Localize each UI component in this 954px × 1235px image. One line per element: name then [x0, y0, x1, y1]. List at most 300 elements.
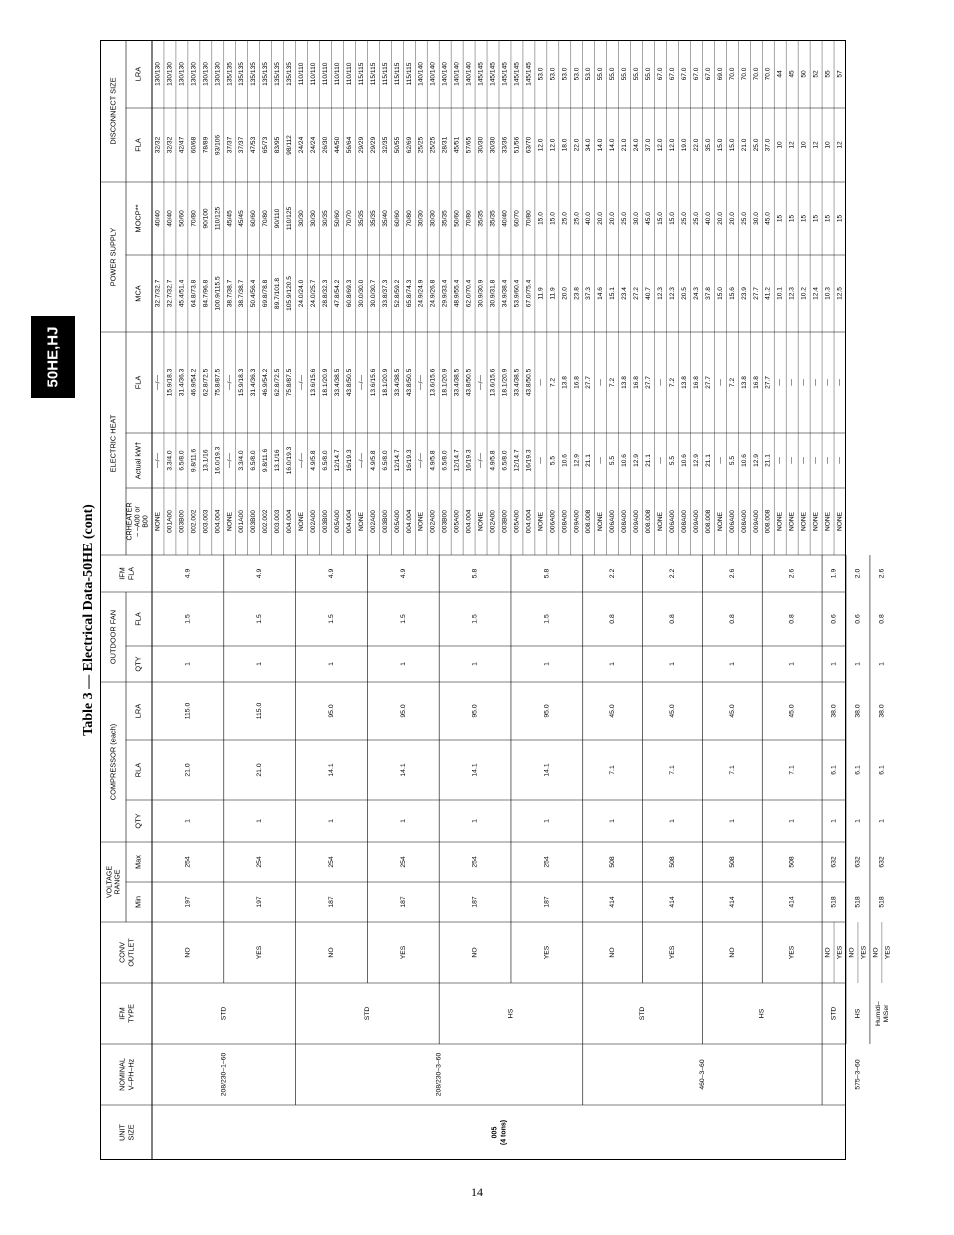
- cell-mca: 33.8/37.3: [381, 279, 389, 308]
- cell-dfla: 50/55: [393, 136, 401, 154]
- cell-mocp: 15: [836, 214, 844, 223]
- cell-compressor-lra: 115.0: [256, 702, 264, 720]
- cell-heater: NONE: [716, 511, 724, 532]
- cell-hfla: 15.9/18.3: [238, 368, 246, 397]
- cell-mocp: 45/45: [238, 210, 246, 227]
- cell-kw: 13.1/16: [274, 449, 282, 472]
- cell-kw: —/—: [357, 452, 365, 469]
- cell-hfla: —: [836, 379, 844, 386]
- cell-conv-outlet: YES: [836, 945, 844, 960]
- cell-dfla: 10: [776, 141, 784, 149]
- cell-hfla: 33.4/38.5: [513, 368, 521, 397]
- cell-conv-outlet: NO: [824, 947, 832, 958]
- cell-dfla: 44/50: [333, 136, 341, 154]
- cell-kw: —: [716, 457, 724, 464]
- cell-heater: 003B00: [322, 510, 329, 533]
- cell-conv-outlet: NO: [848, 947, 856, 958]
- cell-mca: 12.3: [657, 287, 665, 300]
- cell-mocp: 60/60: [393, 210, 401, 227]
- cell-hfla: —: [657, 379, 665, 386]
- cell-heater: NONE: [800, 511, 808, 532]
- cell-hfla: 13.6/15.6: [369, 368, 377, 397]
- cell-heater: NONE: [597, 511, 605, 532]
- header-conv: CONV: [117, 942, 127, 963]
- cell-hfla: 31.4/36.3: [250, 368, 258, 397]
- cell-compressor-lra: 45.0: [728, 704, 736, 718]
- cell-kw: 5.5: [609, 455, 617, 466]
- cell-dfla: 60/68: [190, 136, 198, 154]
- cell-ifm-fla: 4.9: [327, 568, 335, 579]
- header-voltage-range: RANGE: [114, 869, 122, 895]
- cell-mca: 38.7/38.7: [226, 279, 234, 308]
- cell-heater: 002A00: [369, 510, 377, 533]
- cell-dlra: 115/115: [369, 62, 377, 86]
- cell-compressor-lra: 45.0: [669, 704, 676, 718]
- cell-dfla: 24.0: [633, 138, 641, 152]
- cell-compressor-rla: 7.1: [669, 765, 676, 775]
- cell-mocp: 110/125: [214, 206, 222, 231]
- cell-kw: 4.9/5.8: [369, 450, 377, 471]
- cell-dlra: 110/110: [333, 62, 341, 86]
- cell-mocp: 15: [776, 214, 784, 223]
- cell-dfla: 42/47: [178, 136, 186, 154]
- cell-hfla: 27.7: [764, 376, 772, 389]
- cell-nominal: 208/230–3–60: [435, 1052, 443, 1097]
- cell-dfla: 30/30: [489, 136, 497, 154]
- cell-conv-outlet: YES: [399, 945, 407, 960]
- cell-heater: NONE: [836, 511, 844, 532]
- header-voltage: VOLTAGE: [106, 865, 114, 899]
- cell-mca: 10.1: [776, 287, 784, 300]
- cell-ifm-fla: 1.9: [830, 568, 838, 579]
- cell-dlra: 135/135: [238, 62, 246, 86]
- cell-heater: 005A00: [453, 510, 461, 533]
- cell-kw: 5.5: [549, 455, 557, 466]
- cell-fan-fla: 1.5: [327, 614, 335, 624]
- cell-kw: —/—: [417, 452, 425, 469]
- cell-mca: 47.8/54.2: [333, 279, 341, 308]
- cell-heater: 001A00: [166, 510, 174, 533]
- cell-hfla: 31.4/36.3: [178, 368, 186, 397]
- cell-compressor-lra: 95.0: [399, 704, 407, 718]
- cell-kw: 9.8/11.6: [262, 448, 270, 473]
- cell-voltage-max: 254: [256, 856, 264, 868]
- cell-heater: 004.004: [345, 509, 353, 534]
- cell-kw: 4.9/5.8: [310, 450, 318, 471]
- cell-dlra: 67.0: [704, 67, 712, 81]
- cell-mocp: 30.0: [752, 212, 760, 225]
- cell-dlra: 130/130: [154, 62, 162, 86]
- cell-compressor-rla: 6.1: [854, 765, 862, 775]
- cell-dfla: 14.0: [609, 138, 617, 152]
- cell-mca: 40.7: [645, 287, 653, 300]
- cell-heater: 006A00: [728, 510, 736, 533]
- cell-dlra: 135/135: [274, 62, 282, 86]
- cell-unit-tons: (4 tons): [500, 1119, 508, 1146]
- cell-heater: 003B00: [381, 510, 389, 533]
- cell-kw: —: [812, 457, 820, 464]
- cell-mocp: 35/35: [357, 210, 365, 227]
- cell-mocp: 15: [800, 214, 808, 223]
- cell-dlra: 70.0: [728, 67, 736, 81]
- cell-compressor-rla: 14.1: [327, 763, 335, 777]
- cell-compressor-rla: 7.1: [728, 765, 736, 775]
- cell-compressor-lra: 45.0: [609, 704, 617, 718]
- cell-conv-outlet: NO: [184, 947, 192, 958]
- cell-voltage-min: 197: [184, 896, 192, 908]
- cell-mca: 100.9/115.5: [214, 276, 222, 311]
- cell-compressor-lra: 115.0: [184, 702, 192, 720]
- cell-dlra: 135/135: [262, 62, 270, 86]
- cell-compressor-rla: 14.1: [471, 763, 479, 777]
- cell-mocp: 25.0: [692, 212, 700, 225]
- cell-kw: 5.5: [728, 455, 736, 466]
- cell-mocp: 40.0: [704, 212, 712, 225]
- cell-kw: —: [836, 457, 844, 464]
- cell-dfla: 28/31: [441, 136, 449, 154]
- cell-dlra: 53.0: [585, 67, 593, 81]
- cell-mca: 34.9/38.4: [501, 279, 509, 308]
- cell-dlra: 145/145: [525, 62, 533, 86]
- cell-hfla: 33.4/38.5: [453, 368, 461, 397]
- cell-mca: 15.6: [728, 287, 736, 300]
- cell-voltage-max: 254: [471, 856, 479, 868]
- cell-kw: 12/14.7: [333, 449, 341, 472]
- header-disconnect-lra: LRA: [133, 66, 143, 82]
- cell-dfla: 25/25: [417, 136, 425, 154]
- cell-mca: 11.9: [537, 287, 545, 300]
- cell-dlra: 110/110: [322, 62, 329, 86]
- header-disconnect-fla: FLA: [133, 138, 143, 152]
- cell-voltage-min: 187: [327, 896, 335, 908]
- cell-mca: 24.3: [692, 287, 700, 300]
- header-unit: UNIT: [117, 1124, 127, 1141]
- cell-conv-outlet: YES: [543, 945, 551, 960]
- cell-heater: 008A00: [680, 510, 688, 533]
- cell-dlra: 67.0: [680, 67, 688, 81]
- cell-dlra: 145/145: [489, 62, 497, 86]
- cell-hfla: 16.8: [692, 376, 700, 389]
- header-power-supply: POWER SUPPLY: [108, 227, 118, 287]
- cell-compressor-qty: 1: [256, 819, 264, 823]
- cell-voltage-max: 632: [878, 856, 886, 868]
- header-nominal-vphhz: V–PH–Hz: [126, 1058, 136, 1091]
- cell-compressor-lra: 38.0: [878, 704, 886, 718]
- cell-dfla: 12: [788, 141, 796, 149]
- header-ifm-fla: IFM: [117, 567, 127, 580]
- cell-kw: 6.5/8.0: [250, 450, 258, 471]
- cell-heater: 009A00: [752, 510, 760, 533]
- cell-mca: 30.0/30.0: [357, 279, 365, 308]
- cell-heater: 002A00: [429, 510, 437, 533]
- cell-heater: NONE: [776, 511, 784, 532]
- cell-voltage-max: 254: [184, 856, 192, 868]
- cell-hfla: 7.2: [728, 377, 736, 388]
- cell-conv-outlet: NO: [327, 947, 335, 958]
- cell-kw: 16/19.3: [345, 449, 353, 472]
- cell-hfla: 75.8/87.5: [214, 368, 222, 397]
- cell-fan-fla: 1.5: [543, 614, 551, 624]
- cell-mca: 32.7/32.7: [154, 279, 162, 308]
- cell-mocp: 70/80: [525, 210, 533, 227]
- cell-mocp: 30.0: [633, 212, 641, 225]
- cell-heater: 006A00: [669, 510, 676, 533]
- cell-dlra: 44: [776, 70, 784, 78]
- cell-hfla: 43.8/50.5: [465, 368, 473, 397]
- cell-compressor-qty: 1: [543, 819, 551, 823]
- header-ifm-type: TYPE: [126, 1004, 136, 1023]
- cell-hfla: 18.1/20.9: [322, 368, 329, 397]
- cell-dfla: 32/32: [154, 136, 162, 154]
- cell-ifm-fla: 4.9: [256, 568, 264, 579]
- cell-dfla: 21.0: [740, 138, 748, 152]
- cell-fan-fla: 1.5: [399, 614, 407, 624]
- cell-kw: 10.6: [621, 454, 629, 467]
- cell-heater: NONE: [657, 511, 665, 532]
- cell-mca: 64.8/73.8: [190, 279, 198, 308]
- cell-mocp: 25.0: [561, 212, 569, 225]
- cell-mocp: 25.0: [621, 212, 629, 225]
- cell-dfla: 29/29: [369, 136, 377, 154]
- cell-kw: 6.5/8.0: [441, 450, 449, 471]
- cell-dlra: 115/115: [405, 62, 413, 86]
- cell-kw: 16.0/19.3: [286, 446, 294, 475]
- cell-dlra: 140/140: [417, 62, 425, 86]
- cell-heater: 004.004: [214, 509, 222, 534]
- cell-dfla: 65/73: [262, 136, 270, 154]
- cell-fan-fla: 1.5: [471, 614, 479, 624]
- cell-kw: —: [800, 457, 808, 464]
- cell-dlra: 70.0: [764, 67, 772, 81]
- cell-mocp: 90/110: [274, 208, 282, 229]
- cell-hfla: —: [537, 379, 545, 386]
- cell-mocp: 15.0: [549, 212, 557, 225]
- cell-dlra: 50: [800, 70, 808, 78]
- cell-hfla: 43.8/50.5: [525, 368, 533, 397]
- cell-dfla: 12.0: [657, 138, 665, 152]
- cell-fan-fla: 1.5: [184, 614, 192, 624]
- cell-compressor-lra: 95.0: [543, 704, 551, 718]
- cell-fan-fla: 0.6: [854, 614, 862, 624]
- cell-hfla: —: [597, 379, 605, 386]
- cell-dfla: 12.0: [669, 138, 676, 152]
- cell-fan-qty: 1: [609, 662, 617, 666]
- cell-voltage-min: 187: [399, 896, 407, 908]
- cell-compressor-qty: 1: [184, 819, 192, 823]
- cell-mca: 23.4: [621, 287, 629, 300]
- cell-mca: 89.7/101.8: [274, 277, 282, 310]
- cell-mca: 41.2: [764, 287, 772, 300]
- cell-hfla: —/—: [477, 374, 485, 391]
- cell-fan-fla: 0.6: [830, 614, 838, 624]
- header-ifm: IFM: [117, 1007, 127, 1020]
- cell-dfla: 98/112: [286, 135, 294, 155]
- cell-hfla: 15.9/18.3: [166, 368, 174, 397]
- cell-mca: 15.0: [716, 287, 724, 300]
- cell-compressor-lra: 38.0: [854, 704, 862, 718]
- cell-mocp: 60/60: [250, 210, 258, 227]
- cell-dfla: 22.0: [692, 138, 700, 152]
- cell-conv-outlet: NO: [609, 947, 617, 958]
- cell-dlra: 55.0: [621, 67, 629, 81]
- cell-compressor-rla: 14.1: [399, 763, 407, 777]
- cell-dlra: 130/130: [178, 62, 186, 86]
- cell-mca: 65.8/74.3: [405, 279, 413, 308]
- cell-kw: —/—: [477, 452, 485, 469]
- cell-dlra: 69.0: [716, 67, 724, 81]
- cell-heater: 006A00: [549, 510, 557, 533]
- cell-dfla: 12: [836, 141, 844, 149]
- cell-mca: 11.9: [549, 287, 557, 300]
- cell-conv-outlet: NO: [471, 947, 479, 958]
- cell-compressor-lra: 45.0: [788, 704, 796, 718]
- cell-dlra: 140/140: [441, 62, 449, 86]
- cell-fan-qty: 1: [543, 662, 551, 666]
- cell-heater: 005A00: [513, 510, 521, 533]
- section-tab-label: 50HE,HJ: [44, 326, 62, 388]
- cell-mca: 60.8/69.3: [345, 279, 353, 308]
- cell-dfla: 18.0: [561, 138, 569, 152]
- cell-dfla: 35.0: [704, 138, 712, 152]
- cell-dlra: 110/110: [310, 62, 318, 86]
- cell-heater: NONE: [417, 511, 425, 532]
- cell-hfla: 33.4/38.5: [393, 368, 401, 397]
- cell-dfla: 62/69: [405, 136, 413, 154]
- cell-mocp: 70/80: [190, 210, 198, 227]
- cell-mca: 45.4/51.4: [178, 279, 186, 308]
- cell-fan-qty: 1: [878, 662, 886, 666]
- cell-mocp: 35/35: [489, 210, 497, 227]
- cell-ifm-fla: 4.9: [399, 568, 407, 579]
- cell-kw: 4.9/5.8: [429, 450, 437, 471]
- cell-mocp: 40.0: [585, 212, 593, 225]
- cell-ifm-type: STD: [830, 1006, 838, 1021]
- cell-mocp: 70/80: [465, 210, 473, 227]
- cell-hfla: 62.8/72.5: [202, 368, 210, 397]
- cell-kw: 16/19.3: [525, 449, 533, 472]
- cell-heater: NONE: [477, 511, 485, 532]
- cell-mocp: 15: [788, 214, 796, 223]
- cell-compressor-qty: 1: [788, 819, 796, 823]
- cell-hfla: 46.9/54.2: [190, 368, 198, 397]
- cell-mca: 53.9/60.4: [513, 279, 521, 308]
- cell-conv-outlet: YES: [669, 945, 676, 960]
- cell-dlra: 52: [812, 70, 820, 78]
- cell-ifm-type: STD: [363, 1006, 371, 1021]
- cell-voltage-max: 254: [543, 856, 551, 868]
- cell-kw: 5.5: [669, 455, 676, 466]
- cell-ifm-fla: 2.6: [728, 568, 736, 579]
- cell-mocp: 30/30: [310, 210, 318, 227]
- cell-dlra: 130/130: [214, 62, 222, 86]
- cell-mca: 24.9/26.8: [429, 279, 437, 308]
- cell-dfla: 56/64: [345, 136, 353, 154]
- cell-compressor-qty: 1: [609, 819, 617, 823]
- cell-mca: 37.8: [704, 287, 712, 300]
- cell-compressor-qty: 1: [399, 819, 407, 823]
- cell-mocp: 70/80: [405, 210, 413, 227]
- cell-ifm-fla: 4.9: [184, 568, 192, 579]
- cell-hfla: 13.6/15.6: [429, 368, 437, 397]
- cell-voltage-min: 518: [854, 896, 862, 908]
- cell-heater: 009A00: [573, 510, 581, 533]
- cell-hfla: 7.2: [549, 377, 557, 388]
- cell-dlra: 70.0: [740, 67, 748, 81]
- cell-mocp: 35/40: [381, 210, 389, 227]
- cell-mca: 50.4/56.4: [250, 279, 258, 308]
- cell-kw: —: [788, 457, 796, 464]
- cell-hfla: 13.8: [740, 376, 748, 389]
- cell-hfla: 13.8: [621, 376, 629, 389]
- cell-dfla: 15.0: [728, 138, 736, 152]
- cell-conv-outlet: YES: [788, 945, 796, 960]
- cell-dlra: 110/110: [345, 62, 353, 86]
- cell-dlra: 70.0: [752, 67, 760, 81]
- cell-mocp: 50/60: [333, 210, 341, 227]
- cell-dlra: 67.0: [692, 67, 700, 81]
- cell-ifm-fla: 2.0: [854, 568, 862, 579]
- cell-ifm-fla: 2.2: [669, 568, 676, 579]
- cell-heater: 009A00: [692, 510, 700, 533]
- cell-heater: 002.002: [262, 509, 270, 534]
- cell-dfla: 29/29: [357, 136, 365, 154]
- cell-voltage-min: 187: [471, 896, 479, 908]
- cell-ifm-type: HS: [507, 1008, 515, 1019]
- cell-dlra: 140/140: [429, 62, 437, 86]
- header-voltage-max: Max: [133, 855, 143, 869]
- cell-voltage-min: 197: [256, 896, 264, 908]
- cell-voltage-max: 632: [830, 856, 838, 868]
- cell-dfla: 24/24: [310, 136, 318, 154]
- cell-dlra: 110/110: [298, 62, 306, 86]
- cell-mocp: 70/70: [345, 210, 353, 227]
- cell-mocp: 15.0: [657, 212, 665, 225]
- cell-mocp: 30/30: [417, 210, 425, 227]
- cell-mca: 12.5: [836, 287, 844, 300]
- cell-nominal: 460–3–60: [698, 1059, 706, 1090]
- cell-compressor-qty: 1: [471, 819, 479, 823]
- cell-kw: 9.8/11.6: [190, 448, 198, 473]
- cell-heater: 002A00: [310, 510, 318, 533]
- cell-mocp: 35/35: [441, 210, 449, 227]
- cell-nominal: 575–3–60: [854, 1059, 862, 1090]
- cell-dlra: 135/135: [286, 62, 294, 86]
- cell-compressor-rla: 6.1: [878, 765, 886, 775]
- cell-dlra: 57: [836, 70, 844, 78]
- cell-voltage-max: 508: [669, 856, 676, 868]
- cell-hfla: —: [716, 379, 724, 386]
- cell-kw: —/—: [154, 452, 162, 469]
- cell-heater: 004.004: [286, 509, 294, 534]
- cell-hfla: 16.8: [633, 376, 641, 389]
- cell-ifm-fla: 2.6: [878, 568, 886, 579]
- cell-kw: —: [537, 457, 545, 464]
- cell-kw: 21.1: [645, 454, 653, 467]
- cell-mca: 20.0: [561, 287, 569, 300]
- cell-compressor-rla: 7.1: [609, 765, 617, 775]
- cell-dfla: 37.0: [645, 138, 653, 152]
- cell-kw: —: [824, 457, 832, 464]
- cell-mca: 10.2: [800, 287, 808, 300]
- cell-hfla: 13.8: [561, 376, 569, 389]
- cell-conv-outlet: YES: [860, 945, 868, 960]
- cell-kw: 12/14.7: [513, 449, 521, 472]
- cell-mocp: 30/30: [298, 210, 306, 227]
- cell-heater: 008A00: [740, 510, 748, 533]
- cell-hfla: 13.6/15.6: [489, 368, 497, 397]
- electrical-data-table: [100, 40, 892, 1160]
- cell-conv-outlet: YES: [884, 945, 892, 960]
